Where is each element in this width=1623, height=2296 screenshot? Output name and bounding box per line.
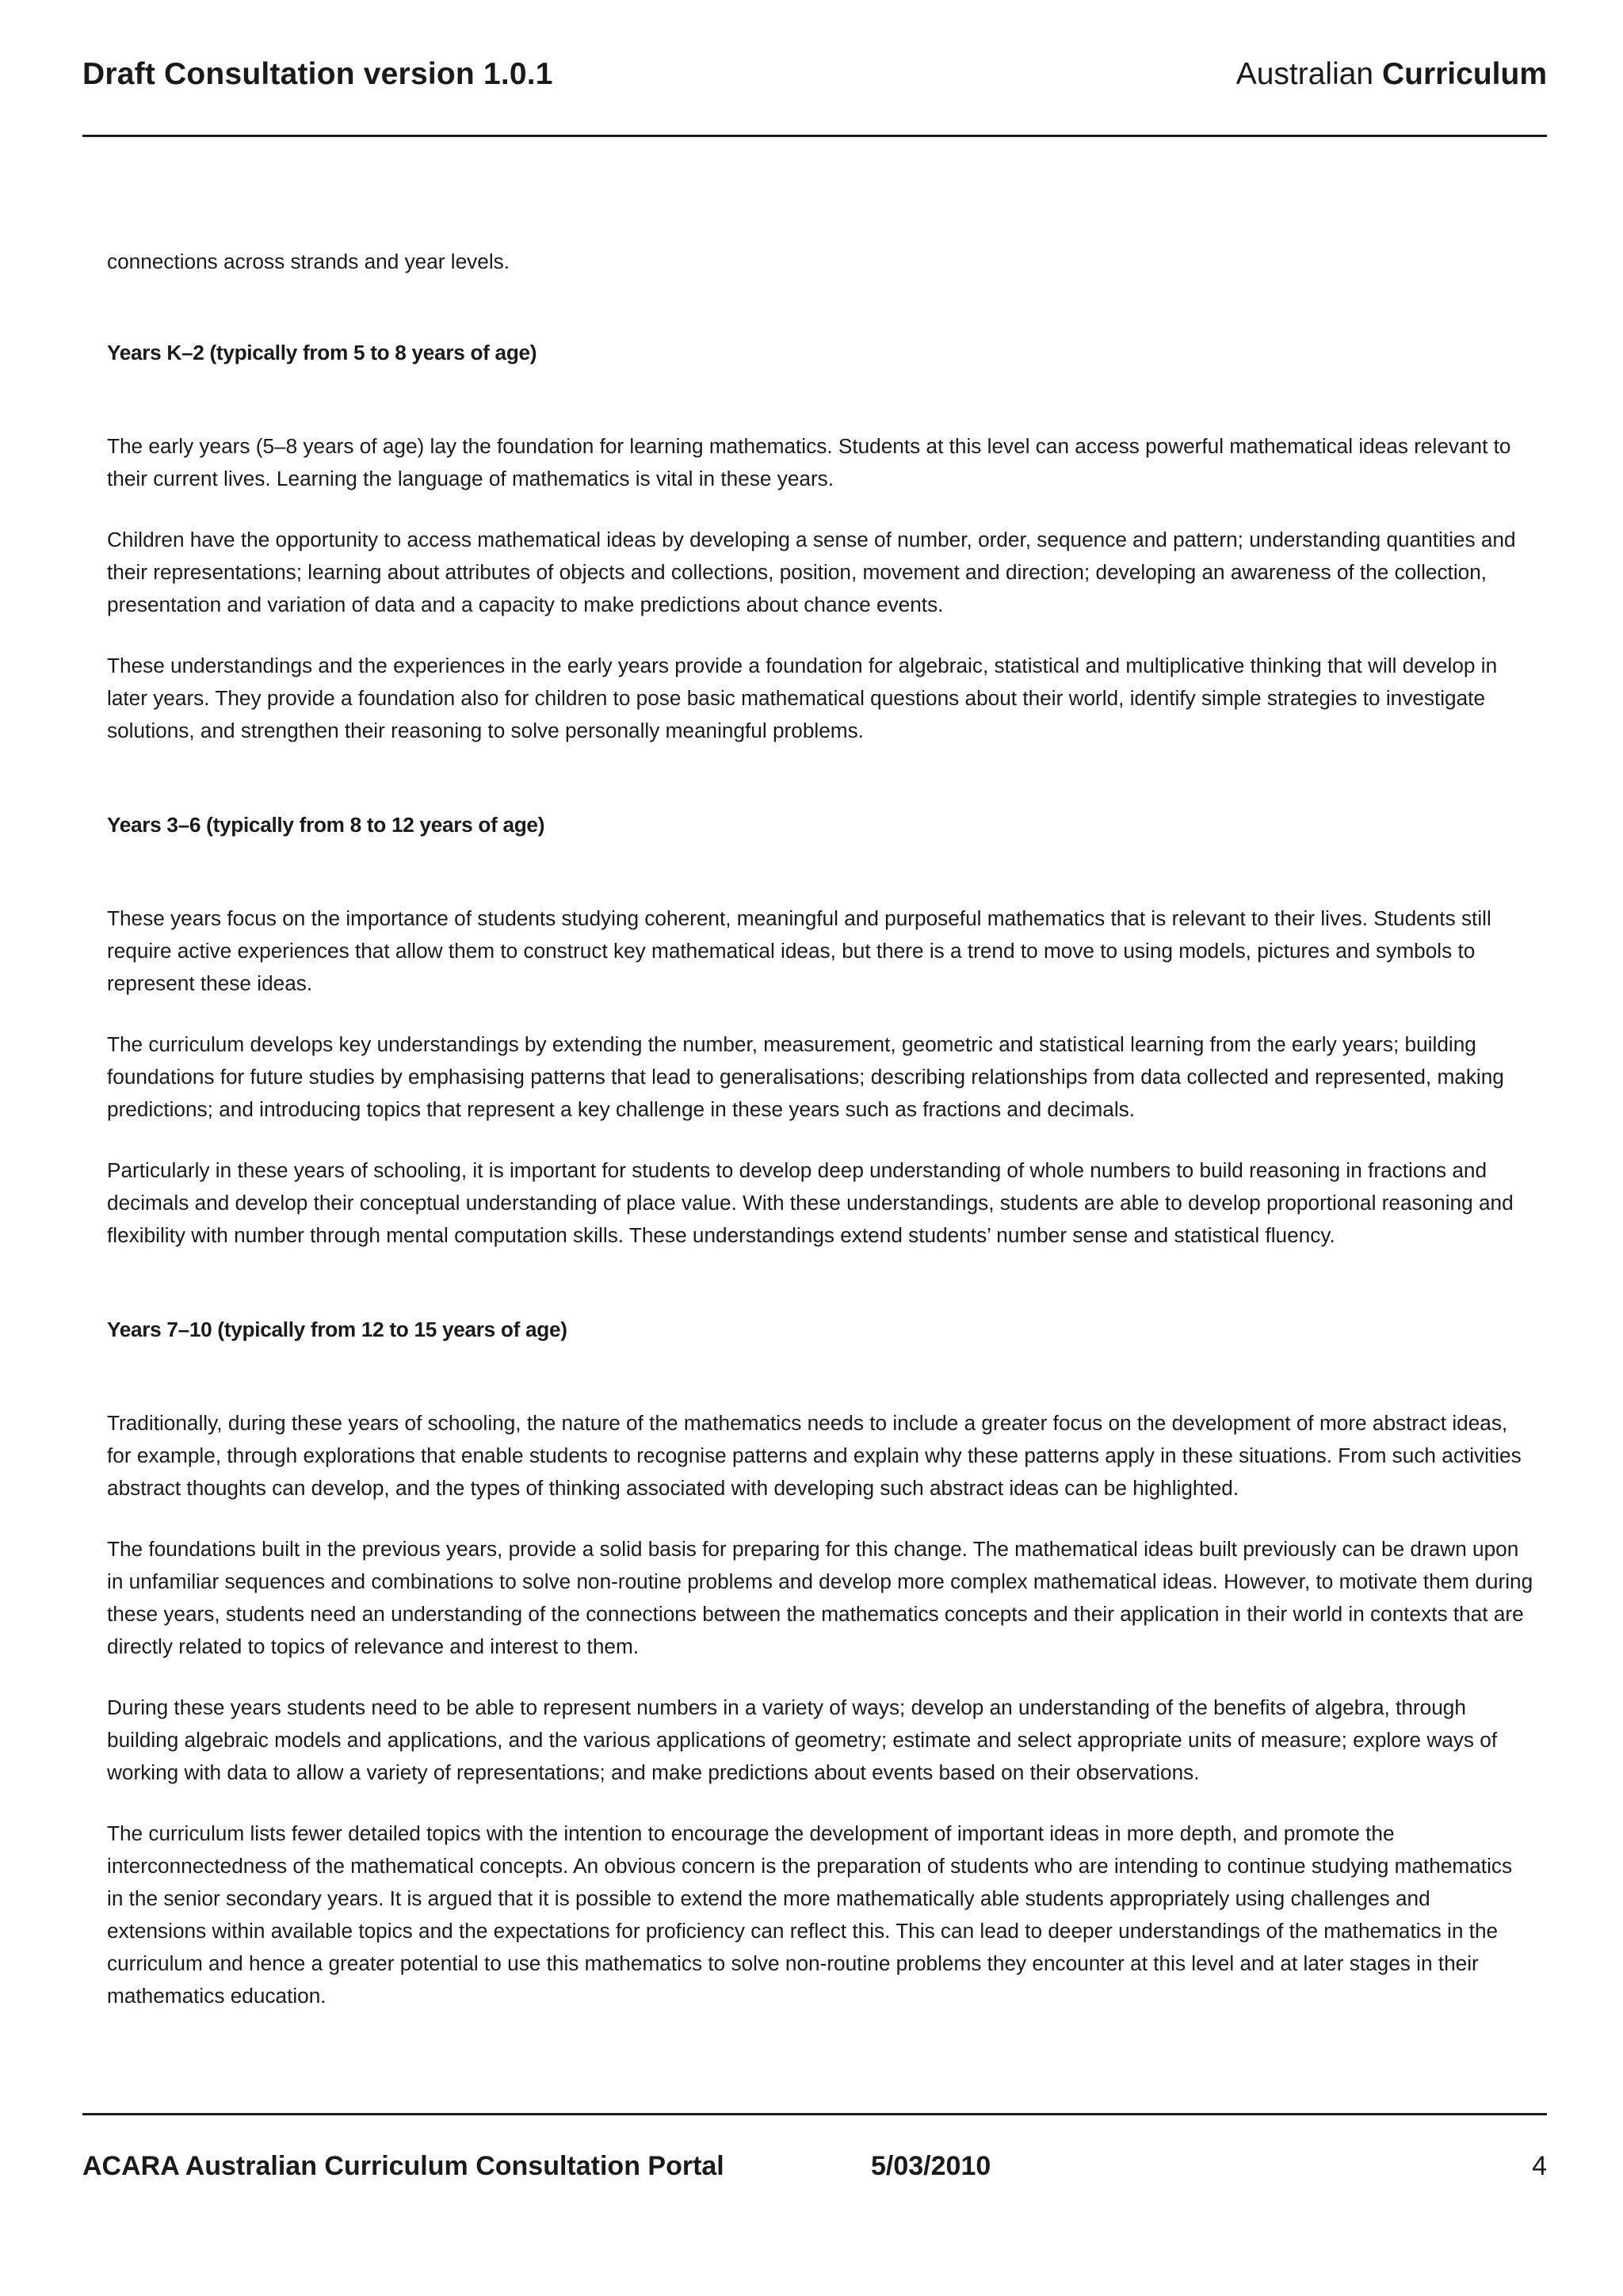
paragraph: The curriculum develops key understandings by extending the number, measurement, geometric and statistical learning from the early years; building foundations for future studies by emphasising patterns that lead to generalisations; describing relationships from data collected and represented, making predictions; and introducing topics that represent a key challenge in these years such as fractions and decimals.	[107, 1032, 1504, 1121]
paragraph: During these years students need to be able to represent numbers in a variety of ways; develop an understanding of the benefits of algebra, through building algebraic models and applications, and the various applications of geometry; estimate and select appropriate units of measure; explore ways of working with data to allow a variety of representations; and make predictions about events based on their observations.	[107, 1695, 1498, 1784]
page-number: 4	[1532, 2150, 1547, 2181]
section-heading: Years 7–10 (typically from 12 to 15 years of age)	[107, 1318, 567, 1341]
lead-paragraph: connections across strands and year levels.	[107, 250, 510, 273]
page-footer	[82, 2144, 1547, 2188]
header-divider	[82, 135, 1547, 137]
paragraph: The early years (5–8 years of age) lay the foundation for learning mathematics. Students at this level can access powerful mathematical ideas relevant to their current lives. Learning the language of mathematics is vital in these years.	[107, 434, 1511, 490]
paragraph: These understandings and the experiences in the early years provide a foundation for algebraic, statistical and multiplicative thinking that will develop in later years. They provide a foundation also for children to pose basic mathematical questions about their world, identify simple strategies to investigate solutions, and strengthen their reasoning to solve personally meaningful problems.	[107, 654, 1498, 742]
footer-divider	[82, 2113, 1547, 2115]
footer-date: 5/03/2010	[871, 2150, 991, 2181]
paragraph: Traditionally, during these years of schooling, the nature of the mathematics needs to include a greater focus on the development of more abstract ideas, for example, through explorations that enable students to recognise patterns and explain why these patterns apply in these situations. From such activities abstract thoughts can develop, and the types of thinking associated with developing such abstract ideas can be highlighted.	[107, 1411, 1522, 1500]
brand-prefix: Australian	[1235, 57, 1374, 91]
document-body	[107, 246, 1533, 2041]
section-years-7-10	[107, 1314, 1533, 2012]
section-heading: Years K–2 (typically from 5 to 8 years of age)	[107, 341, 537, 364]
paragraph: Particularly in these years of schooling, it is important for students to develop deep understanding of whole numbers to build reasoning in fractions and decimals and develop their conceptual understanding of place value. With these understandings, students are able to develop proportional reasoning and flexibility with number through mental computation skills. These understandings extend students’ number sense and statistical fluency.	[107, 1158, 1514, 1247]
section-heading: Years 3–6 (typically from 8 to 12 years of age)	[107, 813, 545, 837]
section-years-k-2	[107, 337, 1533, 747]
section-years-3-6	[107, 809, 1533, 1252]
brand-title	[1236, 57, 1547, 92]
paragraph: These years focus on the importance of students studying coherent, meaningful and purposeful mathematics that is relevant to their lives. Students still require active experiences that allow them to construct key mathematical ideas, but there is a trend to move to using models, pictures and symbols to represent these ideas.	[107, 906, 1491, 995]
footer-portal-name: ACARA Australian Curriculum Consultation Portal	[82, 2150, 724, 2181]
page-header	[82, 52, 1547, 97]
paragraph: The curriculum lists fewer detailed topics with the intention to encourage the development of important ideas in more depth, and promote the interconnectedness of the mathematical concepts. An obvious concern is the preparation of students who are intending to continue studying mathematics in the senior secondary years. It is argued that it is possible to extend the more mathematically able students appropriately using challenges and extensions within available topics and the expectations for proficiency can reflect this. This can lead to deeper understandings of the mathematics in the curriculum and hence a greater potential to use this mathematics to solve non-routine problems they encounter at this level and at later stages in their mathematics education.	[107, 1821, 1513, 2008]
paragraph: The foundations built in the previous years, provide a solid basis for preparing for this change. The mathematical ideas built previously can be drawn upon in unfamiliar sequences and combinations to solve non-routine problems and develop more complex mathematical ideas. However, to motivate them during these years, students need an understanding of the connections between the mathematics concepts and their application in their world in contexts that are directly related to topics of relevance and interest to them.	[107, 1537, 1533, 1658]
document-title: Draft Consultation version 1.0.1	[82, 57, 553, 91]
paragraph: Children have the opportunity to access mathematical ideas by developing a sense of number, order, sequence and pattern; understanding quantities and their representations; learning about attributes of objects and collections, position, movement and direction; developing an awareness of the collection, presentation and variation of data and a capacity to make predictions about chance events.	[107, 528, 1516, 616]
brand-bold: Curriculum	[1381, 57, 1547, 91]
